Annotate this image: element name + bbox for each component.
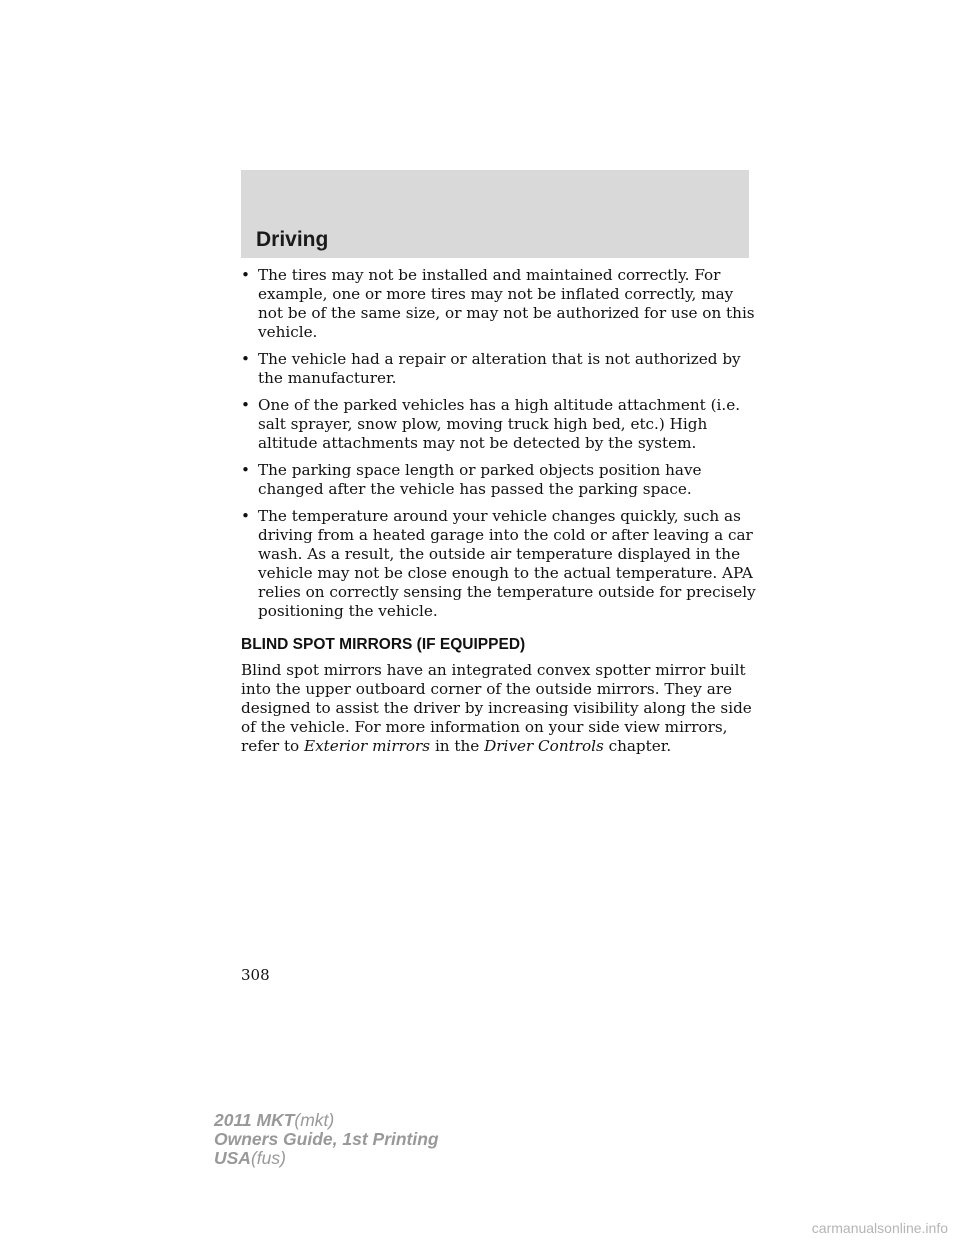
list-item xyxy=(241,350,756,388)
list-item xyxy=(241,507,756,621)
watermark: carmanualsonline.info xyxy=(811,1220,948,1236)
list-item xyxy=(241,461,756,499)
footer-region: USA xyxy=(214,1148,251,1168)
list-item-text: One of the parked vehicles has a high altitude attachment (i.e. salt sprayer, snow plow, moving truck high bed, etc.) High altitude attachments may not be detected by the system. xyxy=(258,396,741,452)
footer-model-code: (mkt) xyxy=(294,1110,335,1130)
footer-line-printing xyxy=(214,1130,439,1149)
footer-printing: Owners Guide, 1st Printing xyxy=(214,1129,439,1149)
bullet-icon: • xyxy=(241,461,250,479)
section-heading: BLIND SPOT MIRRORS (IF EQUIPPED) xyxy=(241,636,526,653)
paragraph-text: Blind spot mirrors have an integrated convex spotter mirror built into the upper outboard corner of the outside mirrors. They are designed to assist the driver by increasing visibility along the side of the vehicle. For more information on your side view mirrors, refer to xyxy=(241,661,752,755)
page-content xyxy=(241,266,756,756)
section-paragraph xyxy=(241,661,756,756)
chapter-title: Driving xyxy=(256,228,329,251)
exterior-mirrors-reference: Exterior mirrors xyxy=(304,737,431,755)
bullet-list xyxy=(241,266,756,621)
bullet-icon: • xyxy=(241,396,250,414)
list-item xyxy=(241,396,756,453)
print-footer xyxy=(214,1111,439,1168)
footer-line-region xyxy=(214,1149,439,1168)
driver-controls-reference: Driver Controls xyxy=(484,737,604,755)
list-item-text: The vehicle had a repair or alteration that is not authorized by the manufacturer. xyxy=(258,350,741,387)
bullet-icon: • xyxy=(241,507,250,525)
list-item-text: The tires may not be installed and maintained correctly. For example, one or more tires may not be inflated correctly, may not be of the same size, or may not be authorized for use on this vehicle. xyxy=(258,266,755,341)
paragraph-text-in-the: in the xyxy=(434,737,480,755)
paragraph-text-chapter: chapter. xyxy=(608,737,672,755)
bullet-icon: • xyxy=(241,266,250,284)
footer-region-code: (fus) xyxy=(250,1148,286,1168)
footer-model: 2011 MKT xyxy=(214,1110,295,1130)
chapter-header-band xyxy=(241,170,749,258)
list-item xyxy=(241,266,756,342)
list-item-text: The temperature around your vehicle changes quickly, such as driving from a heated garage into the cold or after leaving a car wash. As a result, the outside air temperature displayed in the vehicle may not be close enough to the actual temperature. APA relies on correctly sensing the temperature outside for precisely positioning the vehicle. xyxy=(258,507,756,620)
page-number: 308 xyxy=(241,966,270,984)
footer-line-model xyxy=(214,1111,439,1130)
bullet-icon: • xyxy=(241,350,250,368)
list-item-text: The parking space length or parked objects position have changed after the vehicle has passed the parking space. xyxy=(258,461,702,498)
